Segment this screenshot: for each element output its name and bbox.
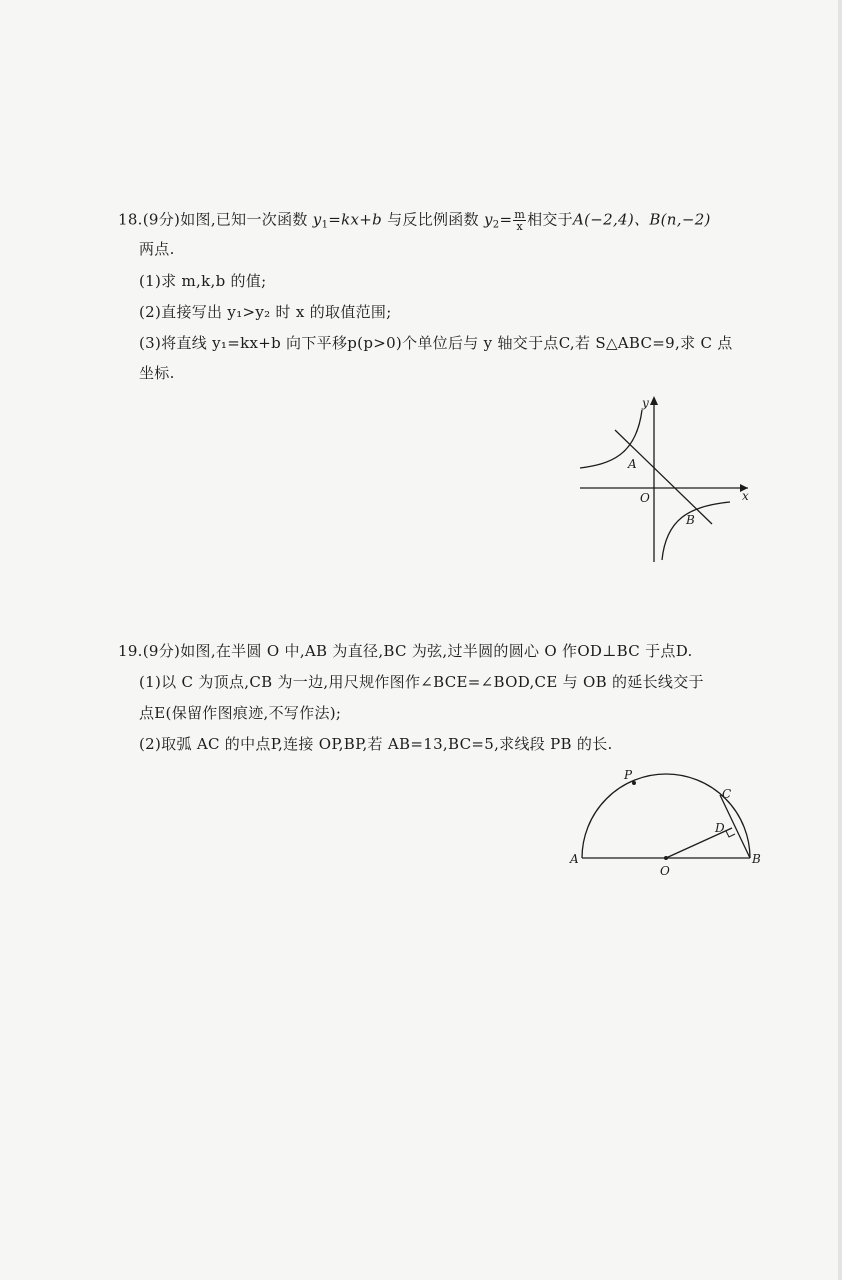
point-p <box>632 781 636 785</box>
hyperbola-branch-right <box>662 502 730 560</box>
figure-19-semicircle <box>564 762 764 882</box>
problem-18-line-2: 两点. <box>139 240 175 258</box>
math-expr: =kx+b <box>328 210 383 229</box>
problem-18-line-1: 18.(9分)如图,已知一次函数 $y_1=kx+b$ 与反比例函数 $y_2=$ $\frac{m}{x}$ 相交于A(−2,4)、B(n,−2) <box>118 208 711 233</box>
label-x: x <box>742 489 749 503</box>
problem-number: 18. <box>118 210 143 229</box>
problem-text: 与反比例函数 <box>387 210 479 229</box>
page-edge <box>838 0 842 1280</box>
problem-19-sub-1: (1)以 C 为顶点,CB 为一边,用尺规作图作∠BCE=∠BOD,CE 与 OB 的延长线交于 <box>139 673 704 691</box>
problem-text: 如图,已知一次函数 <box>180 210 308 229</box>
right-angle-mark <box>726 831 735 837</box>
linear-function-line <box>615 430 712 524</box>
problem-18-sub-3: (3)将直线 y₁=kx+b 向下平移p(p>0)个单位后与 y 轴交于点C,若 S△ABC=9,求 C 点 <box>139 334 733 352</box>
label-b: B <box>752 852 761 866</box>
fraction-m-over-x: $\frac{m}{x}$ <box>514 208 526 233</box>
label-a: A <box>570 852 579 866</box>
y-axis-arrow <box>650 396 658 405</box>
math-eq: = <box>499 210 513 229</box>
label-o: O <box>640 491 650 505</box>
problem-score: (9分) <box>142 642 181 660</box>
label-a: A <box>628 457 637 471</box>
problem-number: 19. <box>118 642 143 660</box>
label-c: C <box>722 787 732 801</box>
problem-19-sub-2: (2)取弧 AC 的中点P,连接 OP,BP,若 AB=13,BC=5,求线段 PB 的长. <box>139 735 613 753</box>
problem-18-sub-1: (1)求 m,k,b 的值; <box>139 272 267 290</box>
problem-19-sub-1-cont: 点E(保留作图痕迹,不写作法); <box>139 704 342 722</box>
label-b: B <box>686 513 695 527</box>
problem-text: 相交于 <box>527 210 573 229</box>
label-p: P <box>624 768 633 782</box>
points-a-b: A(−2,4)、B(n,−2) <box>572 210 711 229</box>
label-y: y <box>642 396 649 410</box>
math-var: y <box>312 210 322 229</box>
problem-text: 如图,在半圆 O 中,AB 为直径,BC 为弦,过半圆的圆心 O 作OD⊥BC 于点D. <box>180 642 693 660</box>
problem-18-sub-3-cont: 坐标. <box>139 364 175 382</box>
problem-score: (9分) <box>142 210 181 229</box>
problem-18-sub-2: (2)直接写出 y₁>y₂ 时 x 的取值范围; <box>139 303 392 321</box>
problem-19-line-1 <box>118 641 693 661</box>
label-o: O <box>660 864 670 878</box>
point-o <box>664 856 668 860</box>
label-d: D <box>715 821 725 835</box>
figure-18-graph <box>570 390 760 570</box>
